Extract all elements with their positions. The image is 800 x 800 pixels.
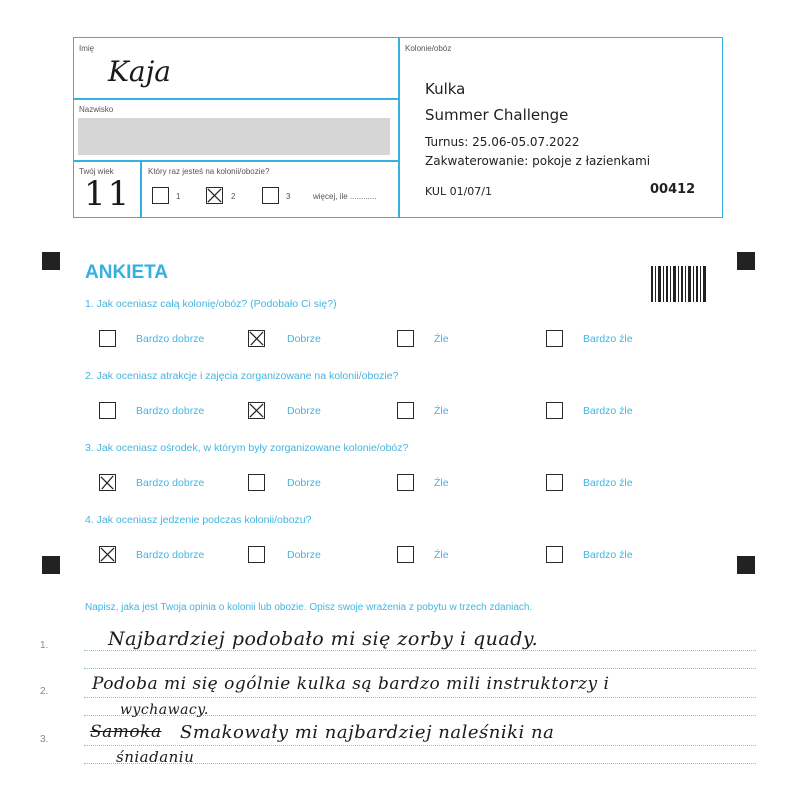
q3-label-zle: Źle: [434, 477, 449, 489]
question-1: 1. Jak oceniasz całą kolonię/obóz? (Podobało Ci się?): [85, 298, 337, 310]
age-value: 11: [84, 174, 132, 214]
q2-label-dobrze: Dobrze: [287, 405, 321, 417]
check-mark-icon: [100, 547, 115, 562]
camp-name-line2: Summer Challenge: [425, 106, 569, 124]
times-checkbox-2[interactable]: [206, 187, 223, 204]
q2-option-bardzo-zle[interactable]: [546, 402, 563, 419]
q1-label-dobrze: Dobrze: [287, 333, 321, 345]
line-number-1: 1.: [40, 640, 49, 651]
q3-option-dobrze[interactable]: [248, 474, 265, 491]
answer-text-2-cont: wychawacy.: [120, 702, 209, 718]
line-number-2: 2.: [40, 686, 49, 697]
q1-label-zle: Źle: [434, 333, 449, 345]
name-value: Kaja: [108, 55, 171, 88]
answer-line-1b: [84, 668, 756, 669]
times-option-1: 1: [176, 192, 181, 201]
barcode-icon: [651, 266, 707, 302]
answer-text-3-cont: śniadaniu: [116, 748, 195, 766]
surname-redacted: [78, 118, 390, 155]
q3-label-bardzo-zle: Bardzo źle: [583, 477, 633, 489]
times-label: Który raz jesteś na kolonii/obozie?: [148, 167, 270, 176]
q1-option-zle[interactable]: [397, 330, 414, 347]
times-checkbox-3[interactable]: [262, 187, 279, 204]
camp-code: KUL 01/07/1: [425, 185, 492, 198]
q2-label-bardzo-zle: Bardzo źle: [583, 405, 633, 417]
answer-struck-word: Samoka: [90, 722, 162, 742]
camp-name-line1: Kulka: [425, 80, 466, 98]
turnus: Turnus: 25.06-05.07.2022: [425, 135, 580, 149]
q3-option-bardzo-zle[interactable]: [546, 474, 563, 491]
check-mark-icon: [249, 331, 264, 346]
times-checkbox-1[interactable]: [152, 187, 169, 204]
registration-marker: [42, 556, 60, 574]
answer-line-2: [84, 697, 756, 698]
q4-label-zle: Źle: [434, 549, 449, 561]
question-3: 3. Jak oceniasz ośrodek, w którym były zorganizowane kolonie/obóz?: [85, 442, 409, 454]
registration-marker: [737, 252, 755, 270]
q1-option-dobrze[interactable]: [248, 330, 265, 347]
q2-option-bardzo-dobrze[interactable]: [99, 402, 116, 419]
q4-label-dobrze: Dobrze: [287, 549, 321, 561]
accommodation: Zakwaterowanie: pokoje z łazienkami: [425, 154, 651, 168]
question-2: 2. Jak oceniasz atrakcje i zajęcia zorganizowane na kolonii/obozie?: [85, 370, 399, 382]
header-line: [140, 160, 142, 218]
opinion-prompt: Napisz, jaka jest Twoja opinia o kolonii lub obozie. Opisz swoje wrażenia z pobytu w trzech zdaniach.: [85, 602, 533, 613]
registration-marker: [737, 556, 755, 574]
q2-label-zle: Źle: [434, 405, 449, 417]
check-mark-icon: [100, 475, 115, 490]
name-label: Imię: [79, 44, 95, 53]
check-mark-icon: [207, 188, 222, 203]
surname-label: Nazwisko: [79, 105, 114, 114]
q3-label-dobrze: Dobrze: [287, 477, 321, 489]
registration-marker: [42, 252, 60, 270]
q2-option-dobrze[interactable]: [248, 402, 265, 419]
q3-option-bardzo-dobrze[interactable]: [99, 474, 116, 491]
q3-option-zle[interactable]: [397, 474, 414, 491]
form-number: 00412: [650, 182, 696, 197]
answer-text-1: Najbardziej podobało mi się zorby i quady.: [108, 628, 539, 650]
q4-label-bardzo-dobrze: Bardzo dobrze: [136, 549, 205, 561]
q2-label-bardzo-dobrze: Bardzo dobrze: [136, 405, 205, 417]
answer-line-3: [84, 745, 756, 746]
q4-option-dobrze[interactable]: [248, 546, 265, 563]
camp-label: Kolonie/obóz: [405, 44, 452, 53]
header-line: [73, 160, 399, 162]
answer-line-1: [84, 650, 756, 651]
answer-text-3: Smakowały mi najbardziej naleśniki na: [180, 722, 555, 743]
q1-option-bardzo-dobrze[interactable]: [99, 330, 116, 347]
q4-label-bardzo-zle: Bardzo źle: [583, 549, 633, 561]
question-4: 4. Jak oceniasz jedzenie podczas kolonii/obozu?: [85, 514, 312, 526]
survey-title: ANKIETA: [85, 262, 169, 283]
q1-label-bardzo-zle: Bardzo źle: [583, 333, 633, 345]
q1-option-bardzo-zle[interactable]: [546, 330, 563, 347]
q1-label-bardzo-dobrze: Bardzo dobrze: [136, 333, 205, 345]
check-mark-icon: [249, 403, 264, 418]
q4-option-bardzo-zle[interactable]: [546, 546, 563, 563]
q2-option-zle[interactable]: [397, 402, 414, 419]
line-number-3: 3.: [40, 734, 49, 745]
answer-text-2: Podoba mi się ogólnie kulka są bardzo mili instruktorzy i: [92, 674, 610, 694]
times-option-3: 3: [286, 192, 291, 201]
q4-option-zle[interactable]: [397, 546, 414, 563]
header-line: [73, 98, 399, 100]
q3-label-bardzo-dobrze: Bardzo dobrze: [136, 477, 205, 489]
q4-option-bardzo-dobrze[interactable]: [99, 546, 116, 563]
header-divider: [398, 37, 400, 218]
times-option-2: 2: [231, 192, 236, 201]
times-more: więcej, ile ............: [313, 192, 377, 201]
age-label: Twój wiek: [79, 167, 114, 176]
